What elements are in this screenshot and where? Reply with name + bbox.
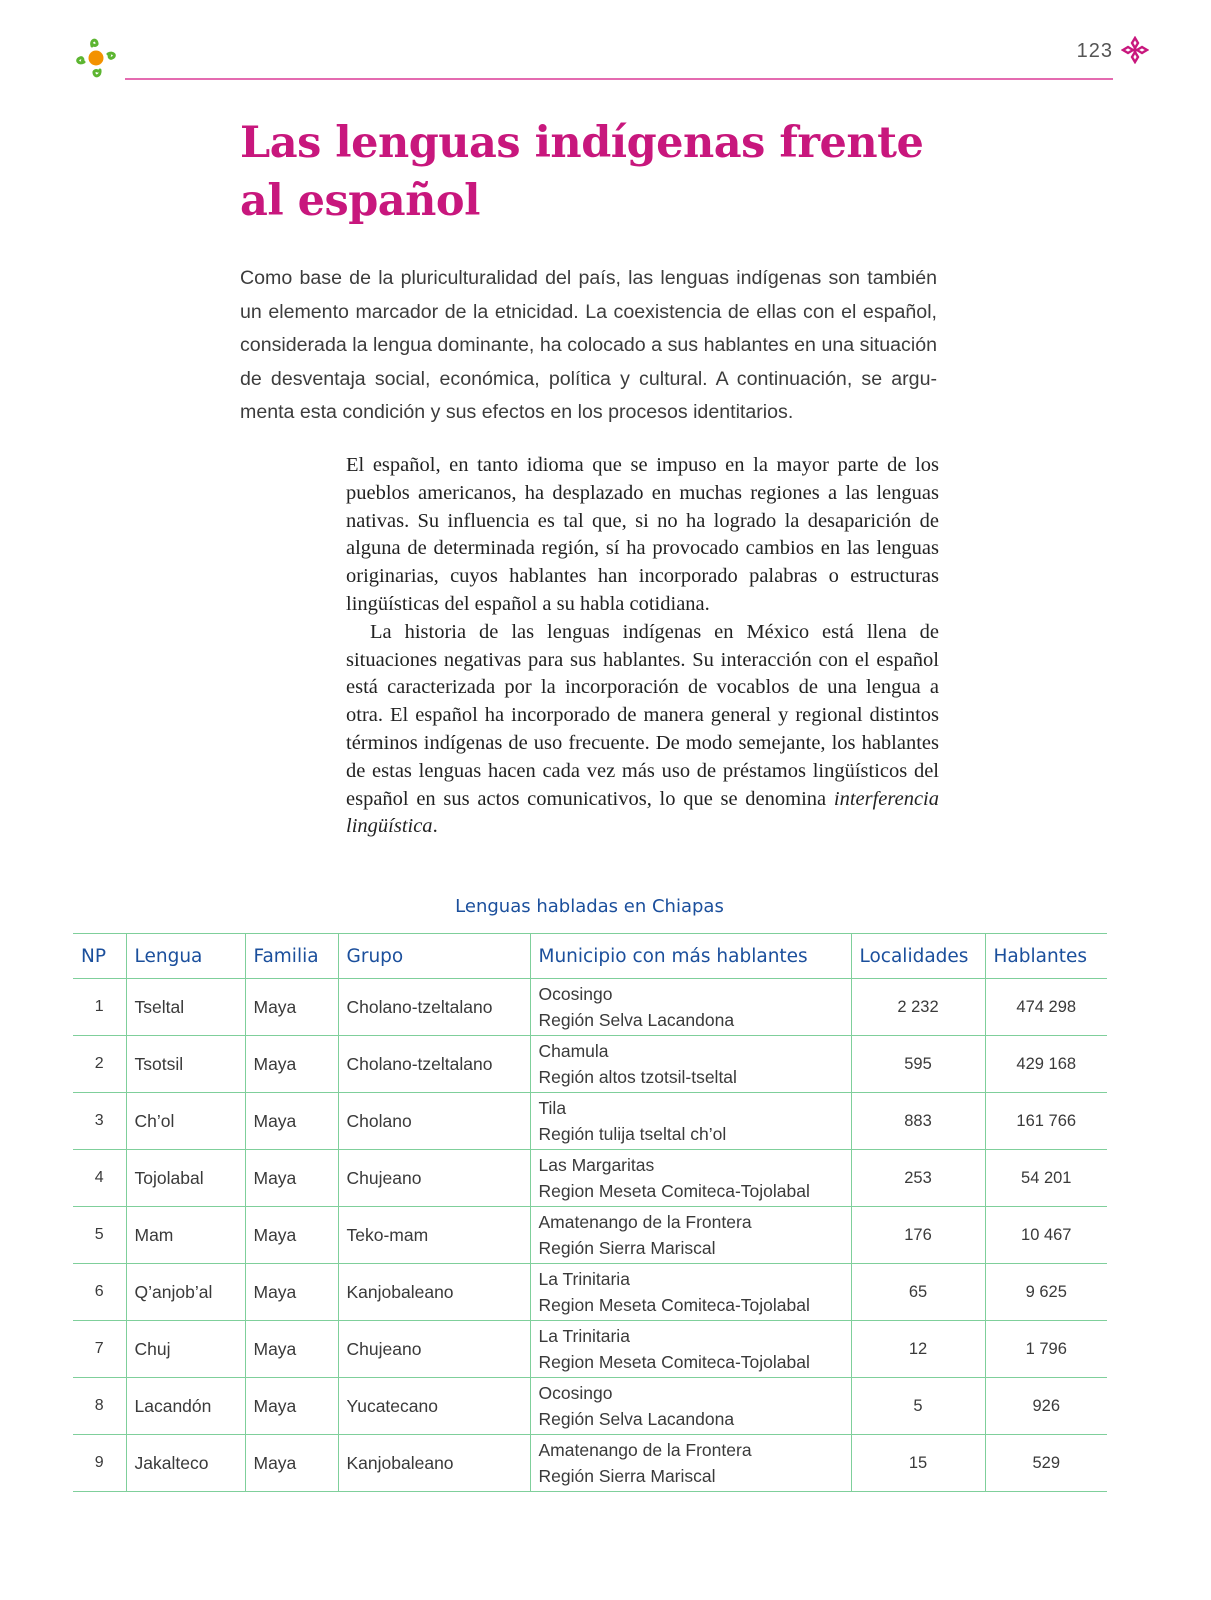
cell-localidades: 12 bbox=[851, 1321, 985, 1378]
cell-np: 9 bbox=[73, 1435, 126, 1492]
cell-familia: Maya bbox=[245, 1264, 338, 1321]
municipio-region: Region Meseta Comiteca-Tojolabal bbox=[538, 1295, 810, 1315]
cell-municipio bbox=[530, 1093, 851, 1150]
cell-lengua: Lacandón bbox=[126, 1378, 245, 1435]
header-localidades: Localidades bbox=[851, 934, 985, 979]
cell-grupo: Teko-mam bbox=[338, 1207, 530, 1264]
municipio-region: Region Meseta Comiteca-Tojolabal bbox=[538, 1181, 810, 1201]
cell-localidades: 595 bbox=[851, 1036, 985, 1093]
cell-np: 8 bbox=[73, 1378, 126, 1435]
cell-localidades: 2 232 bbox=[851, 979, 985, 1036]
municipio-name: Tila bbox=[538, 1098, 567, 1118]
cell-grupo: Cholano bbox=[338, 1093, 530, 1150]
ornament-icon bbox=[1121, 36, 1149, 64]
table-row bbox=[73, 1264, 1107, 1321]
quoted-text bbox=[346, 452, 939, 841]
municipio-region: Region Meseta Comiteca-Tojolabal bbox=[538, 1352, 810, 1372]
cell-familia: Maya bbox=[245, 1321, 338, 1378]
table-row bbox=[73, 1321, 1107, 1378]
cell-hablantes: 161 766 bbox=[985, 1093, 1107, 1150]
cell-grupo: Kanjobaleano bbox=[338, 1264, 530, 1321]
languages-table bbox=[73, 933, 1107, 1492]
cell-lengua: Tseltal bbox=[126, 979, 245, 1036]
cell-lengua: Chuj bbox=[126, 1321, 245, 1378]
cell-grupo: Yucatecano bbox=[338, 1378, 530, 1435]
municipio-region: Región tulija tseltal ch’ol bbox=[538, 1124, 727, 1144]
municipio-region: Región Selva Lacandona bbox=[538, 1409, 735, 1429]
cell-grupo: Chujeano bbox=[338, 1150, 530, 1207]
table-row bbox=[73, 979, 1107, 1036]
cell-municipio bbox=[530, 1036, 851, 1093]
flower-logo-icon bbox=[70, 34, 122, 82]
cell-np: 6 bbox=[73, 1264, 126, 1321]
municipio-name: Ocosingo bbox=[538, 1383, 613, 1403]
cell-localidades: 5 bbox=[851, 1378, 985, 1435]
cell-municipio bbox=[530, 1378, 851, 1435]
page-number: 123 bbox=[1076, 40, 1113, 62]
cell-grupo: Chujeano bbox=[338, 1321, 530, 1378]
cell-grupo: Kanjobaleano bbox=[338, 1435, 530, 1492]
municipio-name: La Trinitaria bbox=[538, 1269, 630, 1289]
cell-np: 7 bbox=[73, 1321, 126, 1378]
cell-familia: Maya bbox=[245, 1150, 338, 1207]
cell-localidades: 883 bbox=[851, 1093, 985, 1150]
quote-paragraph-2-end: . bbox=[432, 815, 438, 838]
cell-lengua: Mam bbox=[126, 1207, 245, 1264]
header-grupo: Grupo bbox=[338, 934, 530, 979]
municipio-name: La Trinitaria bbox=[538, 1326, 630, 1346]
cell-grupo: Cholano-tzeltalano bbox=[338, 979, 530, 1036]
cell-municipio bbox=[530, 1321, 851, 1378]
municipio-name: Ocosingo bbox=[538, 984, 613, 1004]
table-title: Lenguas habladas en Chiapas bbox=[455, 896, 724, 917]
municipio-name: Amatenango de la Frontera bbox=[538, 1212, 752, 1232]
municipio-name: Amatenango de la Frontera bbox=[538, 1440, 752, 1460]
cell-hablantes: 54 201 bbox=[985, 1150, 1107, 1207]
cell-lengua: Ch’ol bbox=[126, 1093, 245, 1150]
cell-hablantes: 10 467 bbox=[985, 1207, 1107, 1264]
title-line-1: Las lenguas indígenas frente bbox=[240, 118, 924, 168]
cell-localidades: 253 bbox=[851, 1150, 985, 1207]
cell-municipio bbox=[530, 1207, 851, 1264]
cell-localidades: 15 bbox=[851, 1435, 985, 1492]
municipio-region: Región Sierra Mariscal bbox=[538, 1466, 716, 1486]
municipio-region: Región Selva Lacandona bbox=[538, 1010, 735, 1030]
table-row bbox=[73, 1150, 1107, 1207]
cell-localidades: 176 bbox=[851, 1207, 985, 1264]
cell-familia: Maya bbox=[245, 1093, 338, 1150]
cell-np: 4 bbox=[73, 1150, 126, 1207]
cell-localidades: 65 bbox=[851, 1264, 985, 1321]
header-municipio: Municipio con más hablantes bbox=[530, 934, 851, 979]
cell-municipio bbox=[530, 1150, 851, 1207]
cell-grupo: Cholano-tzeltalano bbox=[338, 1036, 530, 1093]
municipio-name: Chamula bbox=[538, 1041, 609, 1061]
municipio-name: Las Margaritas bbox=[538, 1155, 655, 1175]
quote-paragraph-1: El español, en tanto idioma que se impuso en la mayor parte de los pueblos americanos, ha desplazado en muchas regiones a las lenguas nativas. Su influencia es tal que, si no ha logrado la desaparición de alguna de determinada región, sí ha provocado cambios en las lenguas originarias, cuyos hablantes han incorporado palabras o estructuras lingüísticas del español a su habla cotidiana. bbox=[346, 454, 939, 615]
table-row bbox=[73, 1378, 1107, 1435]
header-np: NP bbox=[73, 934, 126, 979]
cell-familia: Maya bbox=[245, 1207, 338, 1264]
cell-hablantes: 474 298 bbox=[985, 979, 1107, 1036]
cell-lengua: Q’anjob’al bbox=[126, 1264, 245, 1321]
title-line-2: al español bbox=[240, 176, 480, 226]
cell-hablantes: 1 796 bbox=[985, 1321, 1107, 1378]
cell-hablantes: 529 bbox=[985, 1435, 1107, 1492]
cell-np: 5 bbox=[73, 1207, 126, 1264]
header-lengua: Lengua bbox=[126, 934, 245, 979]
table-header-row bbox=[73, 934, 1107, 979]
cell-hablantes: 429 168 bbox=[985, 1036, 1107, 1093]
page-title bbox=[240, 114, 940, 230]
intro-paragraph: Como base de la pluriculturalidad del país, las lenguas indígenas son también un elemento marcador de la etnicidad. La coexistencia de ellas con el español, considerada la lengua dominante, ha colocado a sus hablantes en una situación de desventaja social, económica, política y cultural. A continuación, se argumenta esta condición y sus efectos en los procesos identitarios. bbox=[240, 267, 937, 423]
cell-lengua: Tsotsil bbox=[126, 1036, 245, 1093]
header-rule bbox=[125, 78, 1113, 80]
quote-term: interferencia lingüística bbox=[346, 787, 939, 838]
table-row bbox=[73, 1207, 1107, 1264]
quote-paragraph-2 bbox=[346, 619, 939, 841]
header-familia: Familia bbox=[245, 934, 338, 979]
cell-np: 3 bbox=[73, 1093, 126, 1150]
cell-hablantes: 9 625 bbox=[985, 1264, 1107, 1321]
cell-np: 2 bbox=[73, 1036, 126, 1093]
quote-paragraph-2-text: La historia de las lenguas indígenas en México está llena de situaciones negativas para sus hablantes. Su interacción con el español está caracterizada por la incorporación de vocablos de una lengua a otra. El español ha incorporado de manera general y regional distintos términos indígenas de uso frecuente. De modo semejante, los hablantes de estas lenguas hacen cada vez más uso de préstamos lingüísticos del español en sus actos comunicativos, lo que se denomina bbox=[346, 620, 939, 810]
cell-lengua: Tojolabal bbox=[126, 1150, 245, 1207]
cell-familia: Maya bbox=[245, 1378, 338, 1435]
header-hablantes: Hablantes bbox=[985, 934, 1107, 979]
cell-familia: Maya bbox=[245, 1036, 338, 1093]
cell-familia: Maya bbox=[245, 979, 338, 1036]
cell-municipio bbox=[530, 1435, 851, 1492]
municipio-region: Región altos tzotsil-tseltal bbox=[538, 1067, 737, 1087]
table-row bbox=[73, 1036, 1107, 1093]
cell-familia: Maya bbox=[245, 1435, 338, 1492]
cell-municipio bbox=[530, 1264, 851, 1321]
table-row bbox=[73, 1093, 1107, 1150]
cell-municipio bbox=[530, 979, 851, 1036]
table-row bbox=[73, 1435, 1107, 1492]
cell-np: 1 bbox=[73, 979, 126, 1036]
cell-lengua: Jakalteco bbox=[126, 1435, 245, 1492]
cell-hablantes: 926 bbox=[985, 1378, 1107, 1435]
municipio-region: Región Sierra Mariscal bbox=[538, 1238, 716, 1258]
